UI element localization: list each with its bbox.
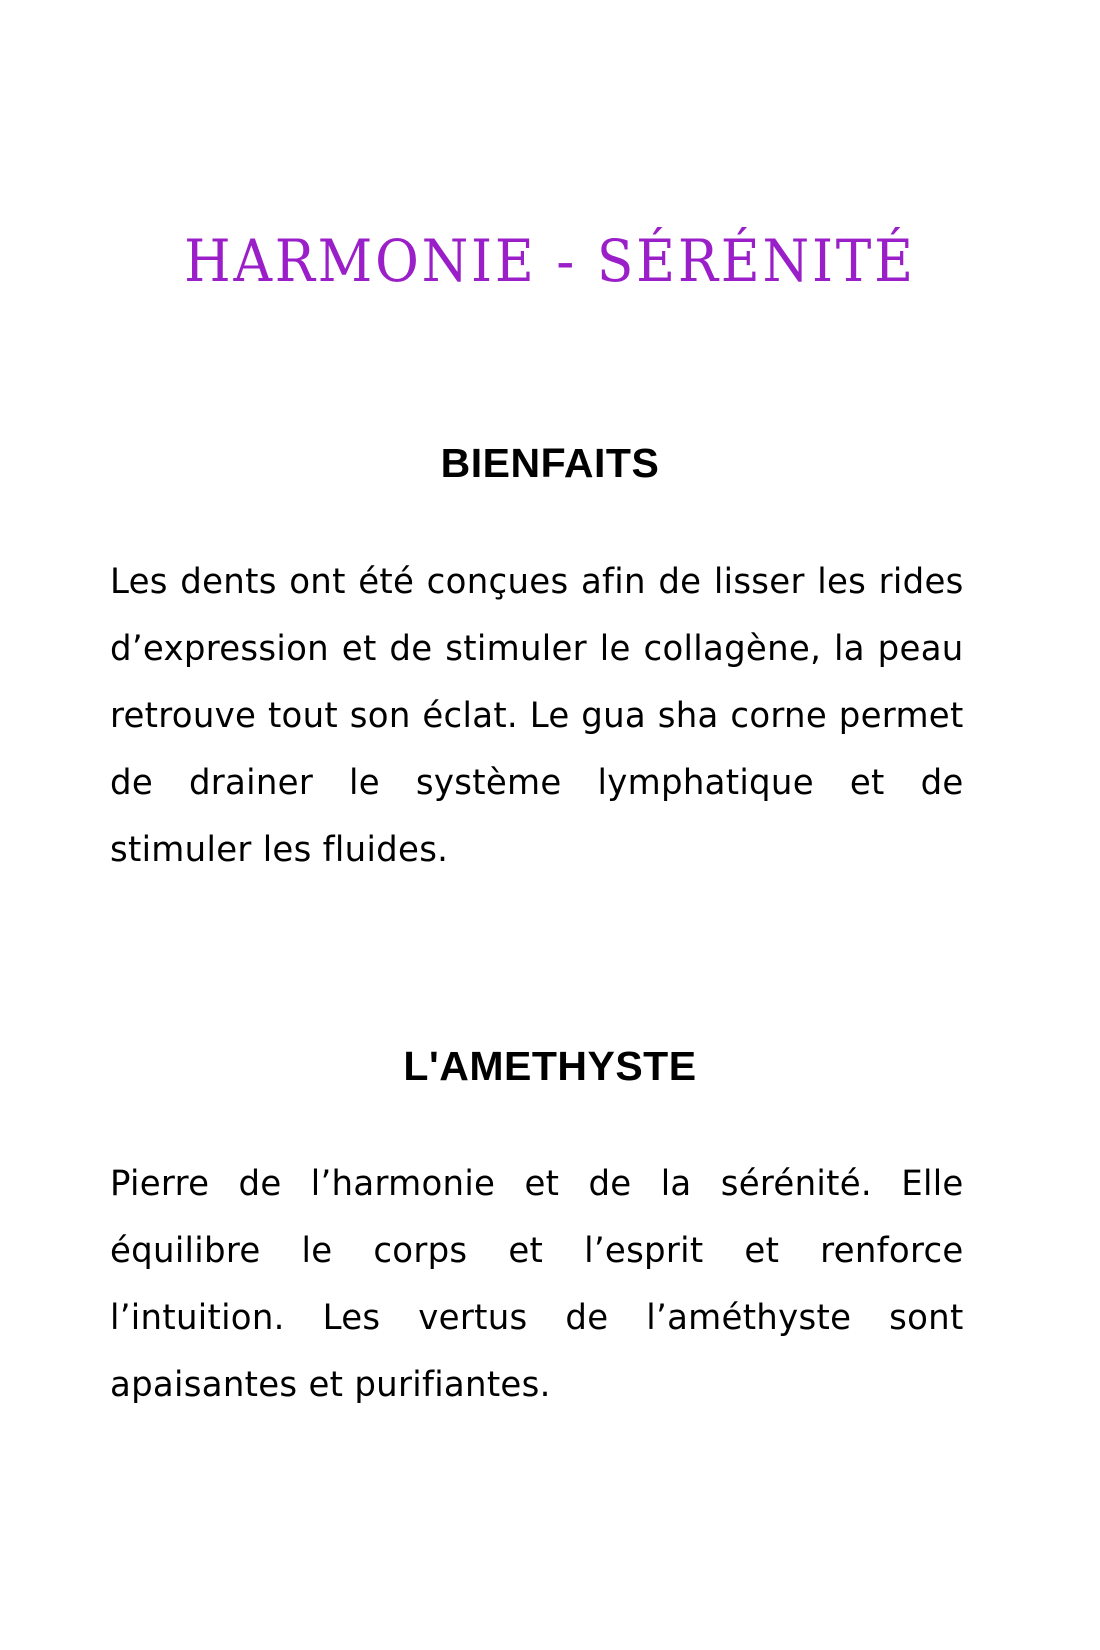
section-heading-amethyste: L'AMETHYSTE (403, 1043, 697, 1089)
section-heading-bienfaits: BIENFAITS (440, 440, 660, 486)
section-body-amethyste: Pierre de l’harmonie et de la sérénité. Elle équilibre le corps et l’esprit et renforce l’intuition. Les vertus de l’améthyste sont apaisantes et purifiantes. (110, 1164, 964, 1405)
section-body-bienfaits: Les dents ont été conçues afin de lisser les rides d’expression et de stimuler le collagène, la peau retrouve tout son éclat. Le gua sha corne permet de drainer le système lymphatique et de stimuler les fluides. (110, 562, 964, 870)
page-title: HARMONIE - SÉRÉNITÉ (184, 227, 916, 295)
